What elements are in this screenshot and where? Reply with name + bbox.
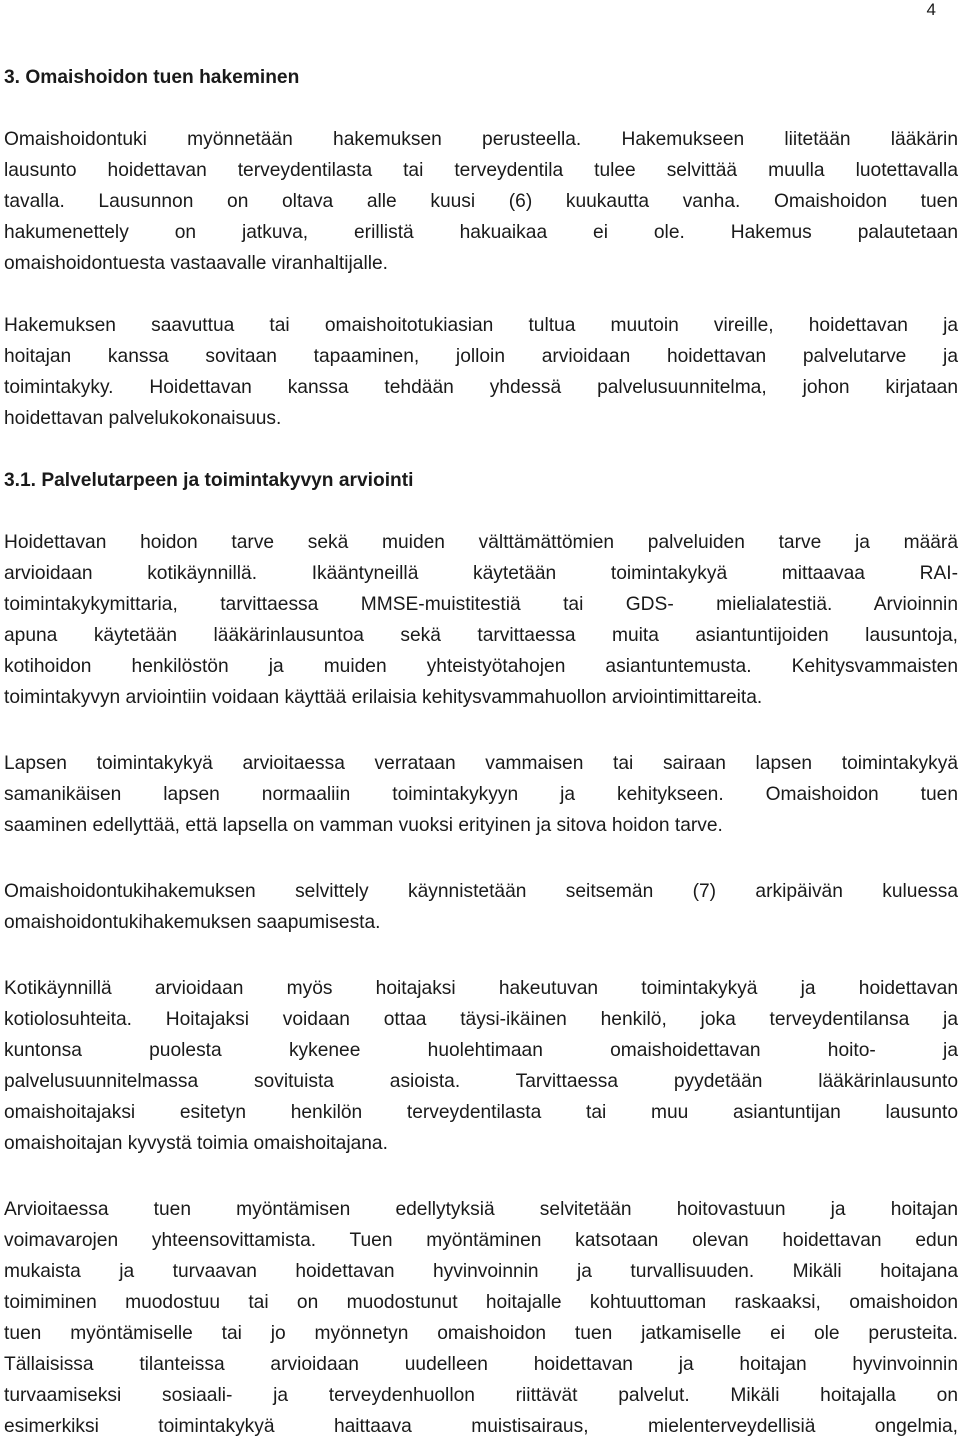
paragraph-line: Arvioitaessa tuen myöntämisen edellytyksiä selvitetään hoitovastuun ja hoitajan (4, 1199, 958, 1220)
paragraph (4, 1194, 958, 1442)
paragraph-line: omaishoidontukihakemuksen saapumisesta. (4, 912, 381, 933)
paragraph-line: omaishoidontuesta vastaavalle viranhaltijalle. (4, 253, 388, 274)
paragraph-line: Omaishoidontuki myönnetään hakemuksen perusteella. Hakemukseen liitetään lääkärin (4, 129, 958, 150)
paragraph-line: saaminen edellyttää, että lapsella on vamman vuoksi erityinen ja sitova hoidon tarve. (4, 815, 723, 836)
paragraph (4, 748, 958, 841)
paragraph-line: kotihoidon henkilöstön ja muiden yhteistyötahojen asiantuntemusta. Kehitysvammaisten (4, 656, 958, 677)
paragraph-line: toimintakykymittaria, tarvittaessa MMSE-muistitestiä tai GDS- mielialatestiä. Arvioinnin (4, 594, 958, 615)
paragraph-line: omaishoitajan kyvystä toimia omaishoitajana. (4, 1133, 388, 1154)
paragraph-line: toimintakyky. Hoidettavan kanssa tehdään yhdessä palvelusuunnitelma, johon kirjataan (4, 377, 958, 398)
paragraph-line: kotiolosuhteita. Hoitajaksi voidaan ottaa täysi-ikäinen henkilö, joka terveydentilansa ja (4, 1009, 958, 1030)
page-number: 4 (926, 0, 936, 19)
paragraph-line: palvelusuunnitelmassa sovituista asioista. Tarvittaessa pyydetään lääkärinlausunto (4, 1071, 958, 1092)
paragraph (4, 310, 958, 434)
paragraph-line: toimiminen muodostuu tai on muodostunut hoitajalle kohtuuttoman raskaaksi, omaishoidon (4, 1292, 958, 1313)
paragraph (4, 124, 958, 279)
paragraph-line: hoidettavan palvelukokonaisuus. (4, 408, 282, 429)
paragraph-line: samanikäisen lapsen normaaliin toimintakykyyn ja kehitykseen. Omaishoidon tuen (4, 784, 958, 805)
subsection-heading: 3.1. Palvelutarpeen ja toimintakyvyn arviointi (4, 470, 414, 491)
paragraph-line: Tällaisissa tilanteissa arvioidaan uudelleen hoidettavan ja hoitajan hyvinvoinnin (4, 1354, 958, 1375)
paragraph-line: apuna käytetään lääkärinlausuntoa sekä tarvittaessa muita asiantuntijoiden lausuntoja, (4, 625, 958, 646)
paragraph-line: Kotikäynnillä arvioidaan myös hoitajaksi hakeutuvan toimintakykyä ja hoidettavan (4, 978, 958, 999)
paragraph-line: tuen myöntämiselle tai jo myönnetyn omaishoidon tuen jatkamiselle ei ole perusteita. (4, 1323, 958, 1344)
paragraph-line: Lapsen toimintakykyä arvioitaessa verrataan vammaisen tai sairaan lapsen toimintakykyä (4, 753, 958, 774)
paragraph-line: omaishoitajaksi esitetyn henkilön terveydentilasta tai muu asiantuntijan lausunto (4, 1102, 958, 1123)
paragraph (4, 527, 958, 713)
paragraph-line: tavalla. Lausunnon on oltava alle kuusi (6) kuukautta vanha. Omaishoidon tuen (4, 191, 958, 212)
document-body (4, 62, 958, 1442)
paragraph-line: toimintakyvyn arviointiin voidaan käyttää erilaisia kehitysvammahuollon arviointimittareita. (4, 687, 763, 708)
paragraph-line: hoitajan kanssa sovitaan tapaaminen, jolloin arvioidaan hoidettavan palvelutarve ja (4, 346, 958, 367)
section-heading: 3. Omaishoidon tuen hakeminen (4, 67, 300, 88)
paragraph-line: hakumenettely on jatkuva, erillistä hakuaikaa ei ole. Hakemus palautetaan (4, 222, 958, 243)
paragraph-line: Hakemuksen saavuttua tai omaishoitotukiasian tultua muutoin vireille, hoidettavan ja (4, 315, 958, 336)
paragraph (4, 876, 958, 938)
paragraph-line: Omaishoidontukihakemuksen selvittely käynnistetään seitsemän (7) arkipäivän kuluessa (4, 881, 958, 902)
paragraph-line: mukaista ja turvaavan hoidettavan hyvinvoinnin ja turvallisuuden. Mikäli hoitajana (4, 1261, 958, 1282)
paragraph-line: turvaamiseksi sosiaali- ja terveydenhuollon riittävät palvelut. Mikäli hoitajalla on (4, 1385, 958, 1406)
paragraph-line: Hoidettavan hoidon tarve sekä muiden välttämättömien palveluiden tarve ja määrä (4, 532, 958, 553)
paragraph-line: kuntonsa puolesta kykenee huolehtimaan omaishoidettavan hoito- ja (4, 1040, 958, 1061)
paragraph-line: voimavarojen yhteensovittamista. Tuen myöntäminen katsotaan olevan hoidettavan edun (4, 1230, 958, 1251)
paragraph-line: lausunto hoidettavan terveydentilasta tai terveydentila tulee selvittää muulla luotettavalla (4, 160, 958, 181)
paragraph (4, 973, 958, 1159)
paragraph-line: arvioidaan kotikäynnillä. Ikääntyneillä käytetään toimintakykyä mittaavaa RAI- (4, 563, 958, 584)
paragraph-line: esimerkiksi toimintakykyä haittaava muistisairaus, mielenterveydellisiä ongelmia, (4, 1416, 958, 1437)
